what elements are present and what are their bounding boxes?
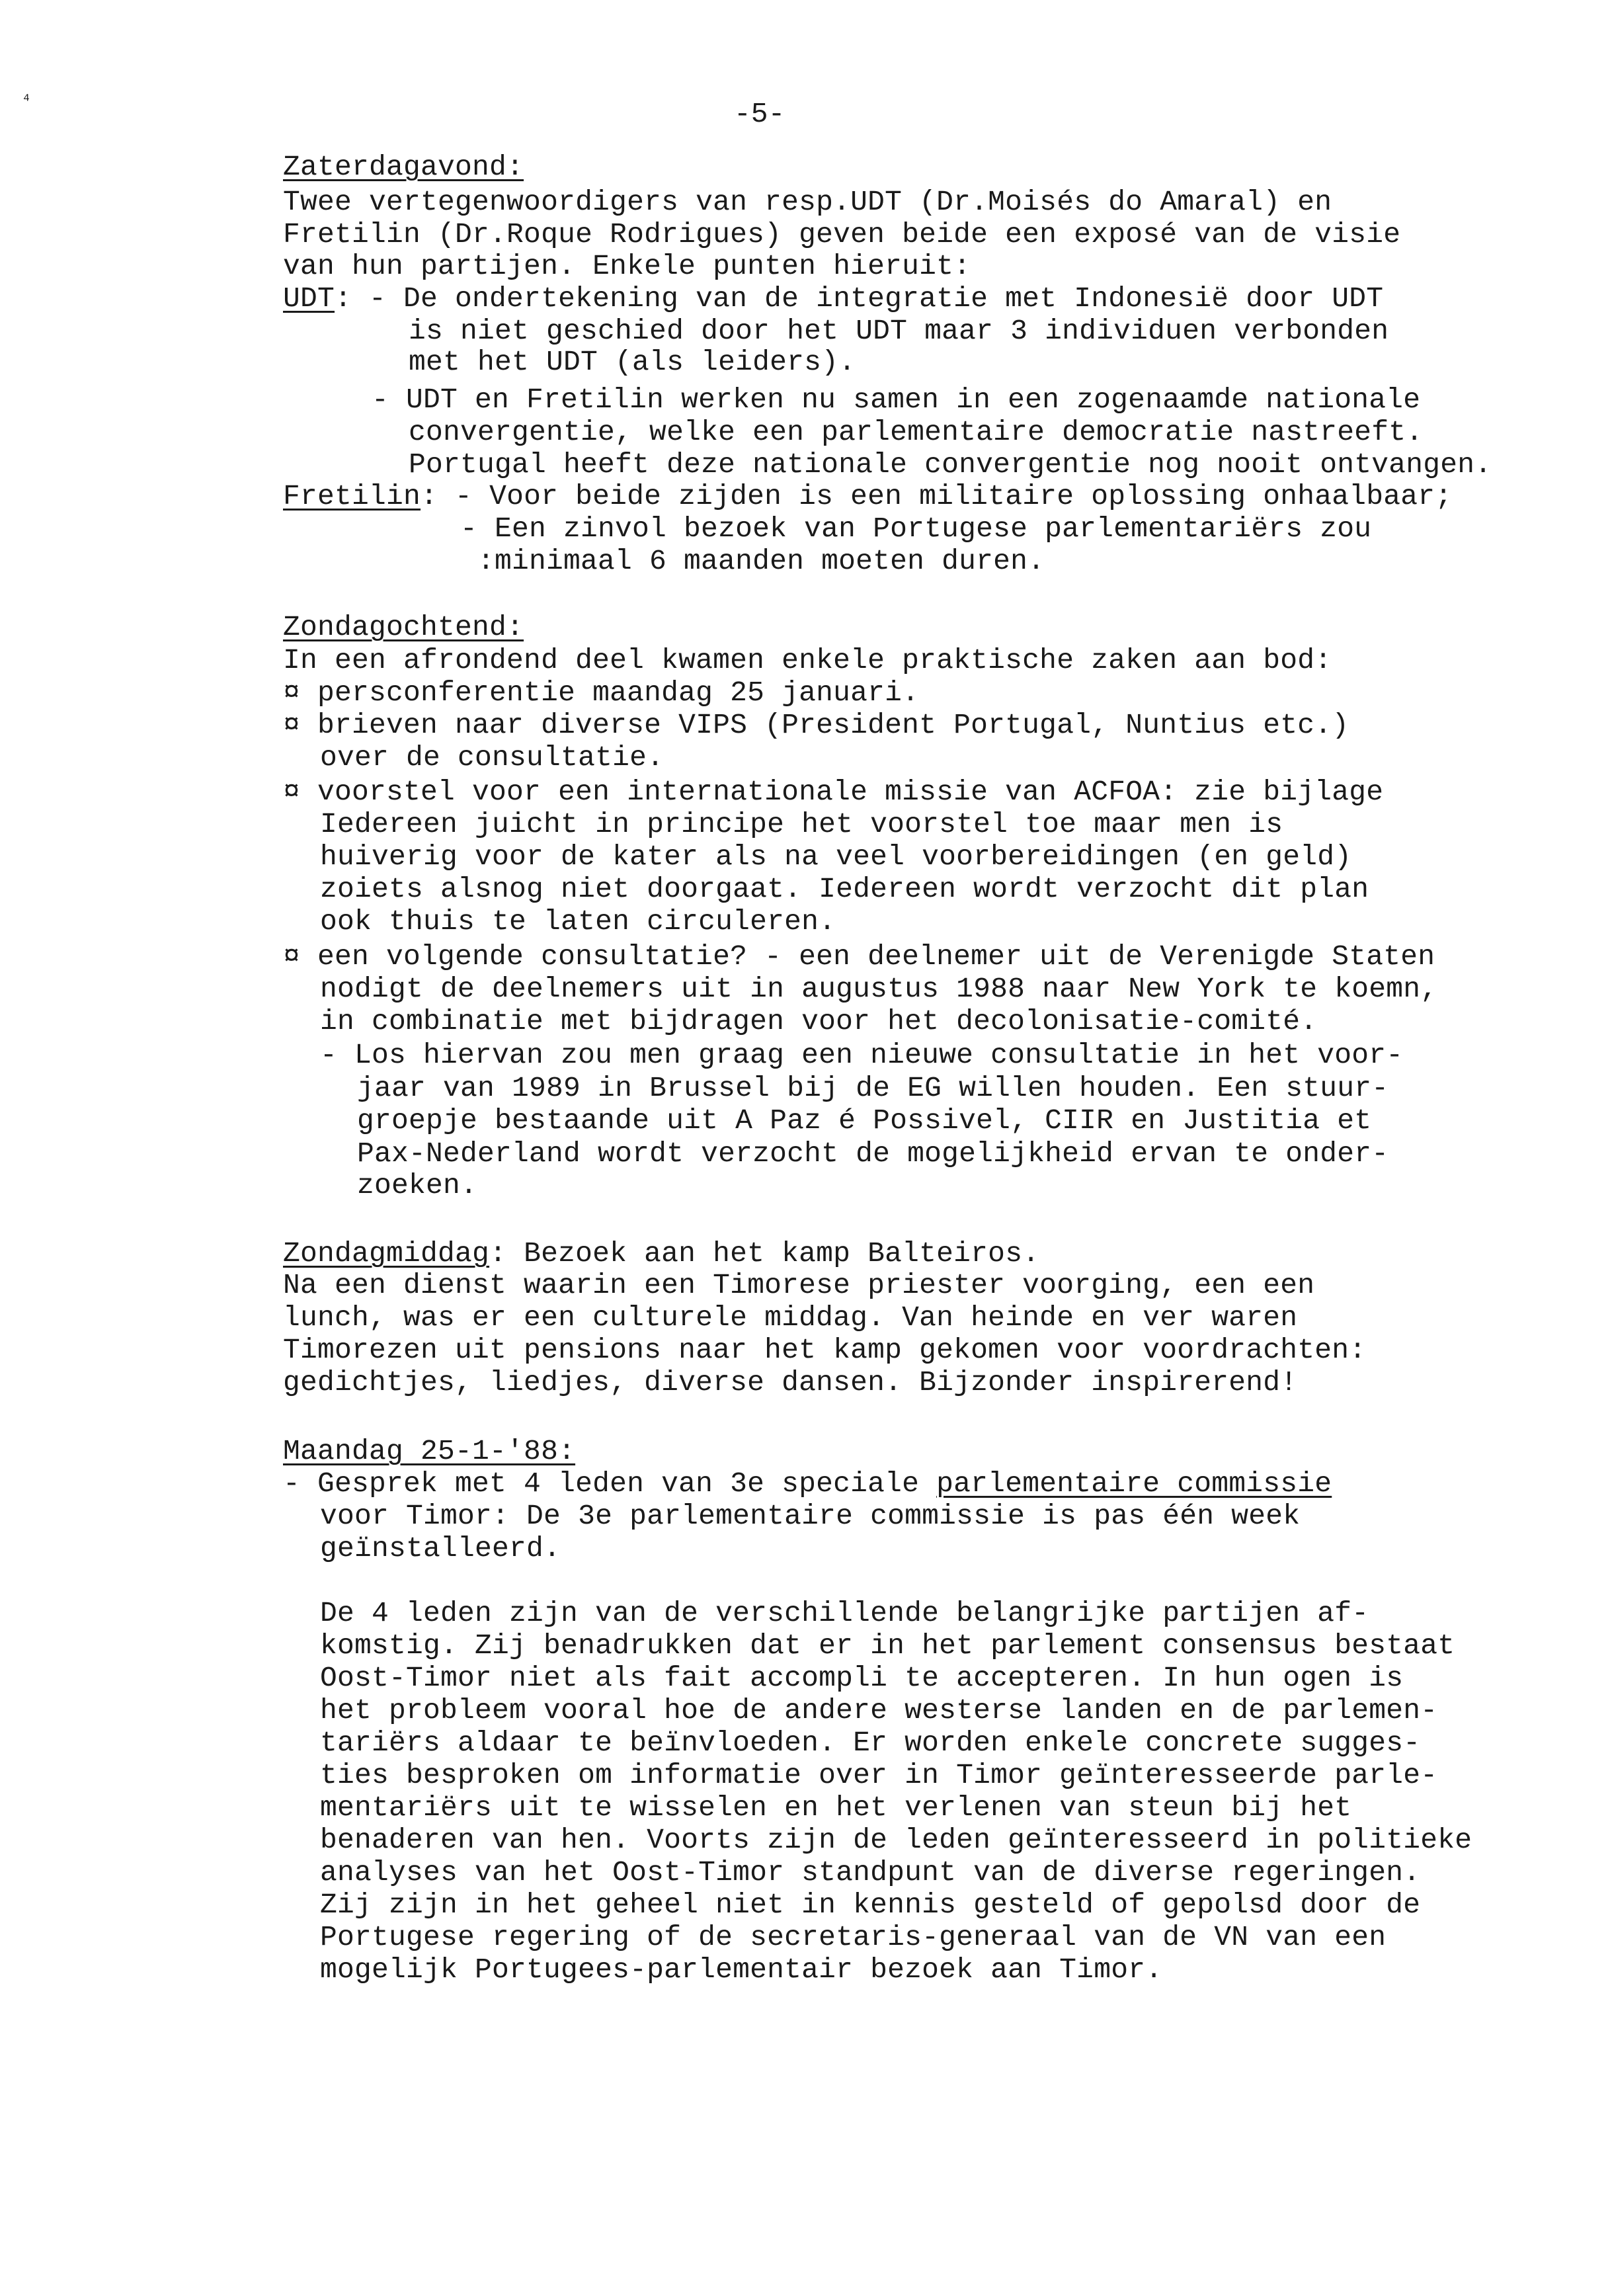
text-line [409, 448, 1492, 481]
text-line [283, 1334, 1366, 1367]
text-line [320, 1500, 1300, 1533]
text-line [283, 709, 1349, 742]
text-line [283, 644, 1332, 677]
text-line [320, 1005, 1317, 1038]
text-segment: tariërs aldaar te beïnvloeden. Er worden enkele concrete sugges- [320, 1727, 1421, 1759]
text-line [320, 741, 664, 774]
text-segment: :minimaal 6 maanden moeten duren. [477, 545, 1045, 577]
text-segment: Twee vertegenwoordigers van resp.UDT (Dr.Moisés do Amaral) en [283, 186, 1332, 218]
text-line [283, 1237, 1039, 1270]
text-segment: Timorezen uit pensions naar het kamp gekomen voor voordrachten: [283, 1334, 1367, 1366]
text-line [409, 416, 1423, 449]
text-line [320, 1597, 1369, 1630]
underlined-heading: Maandag 25-1-'88: [283, 1435, 576, 1467]
text-segment: Oost-Timor niet als fait accompli te accepteren. In hun ogen is [320, 1662, 1404, 1694]
underlined-heading: parlementaire commissie [936, 1467, 1332, 1500]
text-line [320, 1039, 1403, 1072]
text-segment: - Een zinvol bezoek van Portugese parlementariërs zou [460, 512, 1372, 545]
text-segment: zoiets alsnog niet doorgaat. Iedereen wordt verzocht dit plan [320, 873, 1369, 905]
text-segment: - Gesprek met 4 leden van 3e speciale [283, 1467, 937, 1500]
text-segment: ¤ persconferentie maandag 25 januari. [283, 676, 920, 709]
text-line [283, 186, 1332, 219]
text-segment: van hun partijen. Enkele punten hieruit: [283, 250, 971, 282]
corner-mark: ⁴ [21, 91, 32, 111]
text-segment: ¤ brieven naar diverse VIPS (President Portugal, Nuntius etc.) [283, 709, 1349, 741]
text-segment: groepje bestaande uit A Paz é Possivel, CIIR en Justitia et [357, 1104, 1372, 1137]
text-segment: - UDT en Fretilin werken nu samen in een zogenaamde nationale [372, 384, 1421, 416]
text-line [283, 940, 1435, 973]
text-line [283, 282, 1383, 315]
text-line [409, 315, 1388, 348]
text-line [320, 1953, 1162, 1987]
text-segment: geïnstalleerd. [320, 1532, 561, 1565]
page-number: -5- [734, 98, 785, 130]
text-segment: is niet geschied door het UDT maar 3 individuen verbonden [409, 315, 1389, 347]
underlined-heading: Fretilin [283, 480, 421, 512]
text-line [283, 480, 1452, 513]
text-segment: Na een dienst waarin een Timorese priester voorging, een een [283, 1269, 1315, 1301]
text-segment: : - De ondertekening van de integratie met Indonesië door UDT [335, 282, 1384, 315]
text-line [320, 1662, 1403, 1695]
text-segment: : Bezoek aan het kamp Balteiros. [489, 1237, 1040, 1270]
text-segment: voor Timor: De 3e parlementaire commissie is pas één week [320, 1500, 1301, 1532]
text-line [357, 1169, 477, 1202]
text-segment: gedichtjes, liedjes, diverse dansen. Bijzonder inspirerend! [283, 1366, 1298, 1399]
text-line [320, 873, 1369, 906]
text-line [283, 1467, 1332, 1500]
text-segment: Pax-Nederland wordt verzocht de mogelijkheid ervan te onder- [357, 1137, 1389, 1170]
text-segment: ook thuis te laten circuleren. [320, 905, 836, 938]
text-line [357, 1104, 1371, 1137]
text-line [320, 1921, 1386, 1954]
underlined-heading: UDT [283, 282, 335, 315]
text-line [320, 1759, 1437, 1792]
text-segment: Zij zijn in het geheel niet in kennis gesteld of gepolsd door de [320, 1889, 1421, 1921]
text-segment: met het UDT (als leiders). [409, 346, 856, 378]
text-line [320, 1856, 1420, 1889]
text-segment: ¤ een volgende consultatie? - een deelnemer uit de Verenigde Staten [283, 940, 1435, 973]
text-line [283, 1435, 575, 1468]
text-segment: convergentie, welke een parlementaire democratie nastreeft. [409, 416, 1424, 448]
text-line [409, 346, 856, 379]
text-segment: - Los hiervan zou men graag een nieuwe consultatie in het voor- [320, 1039, 1404, 1071]
text-line [320, 973, 1437, 1006]
text-line [372, 384, 1420, 417]
text-line [320, 1727, 1420, 1760]
underlined-heading: Zondagmiddag [283, 1237, 490, 1270]
text-segment: mogelijk Portugees-parlementair bezoek aan Timor. [320, 1953, 1163, 1986]
text-line [320, 1824, 1472, 1857]
text-line [283, 218, 1400, 251]
text-line [320, 1532, 561, 1565]
text-line [320, 840, 1351, 874]
text-segment: mentariërs uit te wisselen en het verlenen van steun bij het [320, 1791, 1352, 1824]
text-segment: ties besproken om informatie over in Timor geïnteresseerde parle- [320, 1759, 1438, 1791]
text-segment: Portugal heeft deze nationale convergentie nog nooit ontvangen. [409, 448, 1492, 481]
text-line [477, 545, 1045, 578]
text-line [283, 250, 971, 283]
text-line [460, 512, 1371, 546]
underlined-heading: Zondagochtend: [283, 611, 524, 643]
text-line [357, 1072, 1388, 1105]
text-line [320, 1791, 1351, 1824]
text-segment: zoeken. [357, 1169, 478, 1202]
text-line [283, 151, 524, 184]
text-line [283, 776, 1383, 809]
text-line [283, 1301, 1297, 1334]
text-segment: ¤ voorstel voor een internationale missie van ACFOA: zie bijlage [283, 776, 1384, 808]
text-line [320, 808, 1283, 841]
text-line [357, 1137, 1388, 1170]
text-segment: De 4 leden zijn van de verschillende belangrijke partijen af- [320, 1597, 1369, 1629]
text-segment: Fretilin (Dr.Roque Rodrigues) geven beide een exposé van de visie [283, 218, 1401, 251]
text-segment: nodigt de deelnemers uit in augustus 1988 naar New York te koemn, [320, 973, 1438, 1005]
text-line [283, 676, 919, 710]
text-segment: benaderen van hen. Voorts zijn de leden geïnteresseerd in politieke [320, 1824, 1472, 1856]
text-segment: komstig. Zij benadrukken dat er in het parlement consensus bestaat [320, 1629, 1455, 1662]
underlined-heading: Zaterdagavond: [283, 151, 524, 183]
text-line [320, 1889, 1420, 1922]
text-segment: Iedereen juicht in principe het voorstel toe maar men is [320, 808, 1283, 840]
text-segment: analyses van het Oost-Timor standpunt van de diverse regeringen. [320, 1856, 1421, 1889]
text-segment: In een afrondend deel kwamen enkele praktische zaken aan bod: [283, 644, 1332, 676]
text-segment: lunch, was er een culturele middag. Van heinde en ver waren [283, 1301, 1298, 1334]
text-segment: : - Voor beide zijden is een militaire oplossing onhaalbaar; [421, 480, 1453, 512]
text-segment: Portugese regering of de secretaris-generaal van de VN van een [320, 1921, 1387, 1953]
text-line [283, 1366, 1297, 1399]
text-segment: huiverig voor de kater als na veel voorbereidingen (en geld) [320, 840, 1352, 873]
text-segment: jaar van 1989 in Brussel bij de EG willen houden. Een stuur- [357, 1072, 1389, 1104]
text-segment: het probleem vooral hoe de andere westerse landen en de parlemen- [320, 1694, 1438, 1727]
text-line [320, 1694, 1437, 1727]
text-line [320, 1629, 1455, 1662]
text-line [283, 1269, 1314, 1302]
text-line [320, 905, 836, 938]
text-line [283, 611, 524, 644]
text-segment: over de consultatie. [320, 741, 664, 774]
text-segment: in combinatie met bijdragen voor het decolonisatie-comité. [320, 1005, 1318, 1038]
